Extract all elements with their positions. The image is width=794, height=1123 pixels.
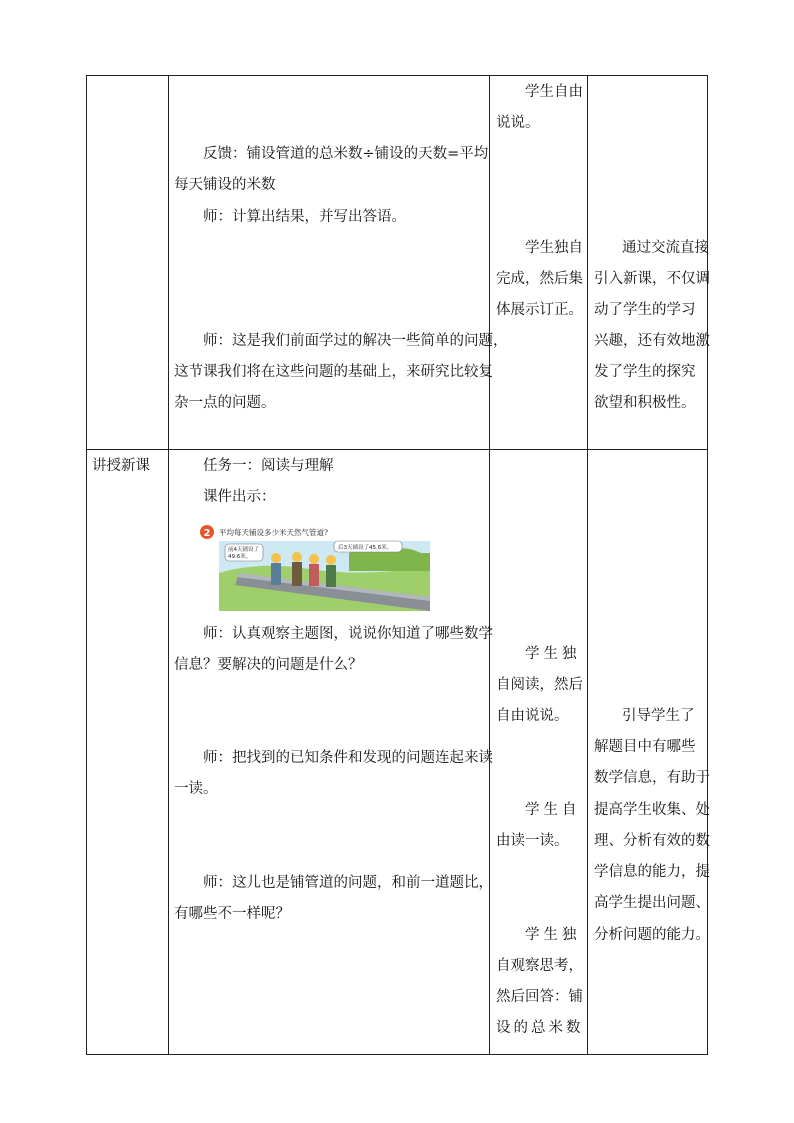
student-activity-cont: 自观察思考， [496, 958, 583, 974]
problem-number: 2 [203, 528, 211, 539]
design-intent-cont: 动了学生的学习 [594, 302, 696, 318]
teacher-question-cont: 一读。 [174, 781, 218, 797]
lesson-plan-table [86, 75, 708, 1055]
design-intent-cont: 发了学生的探究 [594, 364, 696, 380]
svg-text:后3天铺设了45.6米。: 后3天铺设了45.6米。 [338, 545, 393, 551]
teacher-instruction: 师：计算出结果，并写出答语。 [203, 209, 406, 225]
student-activity: 学生独 [525, 646, 581, 662]
design-intent-cont: 兴趣，还有效地激 [594, 333, 710, 349]
teacher-intro-text: 师：这是我们前面学过的解决一些简单的问题， [203, 333, 508, 349]
row-divider [86, 449, 708, 450]
design-intent-cont: 欲望和积极性。 [594, 395, 696, 411]
design-intent-cont: 数学信息，有助于 [594, 770, 710, 786]
svg-text:前4天铺设了: 前4天铺设了 [228, 547, 259, 553]
section-label: 讲授新课 [92, 458, 150, 474]
teacher-intro-text-3: 杂一点的问题。 [174, 395, 276, 411]
student-activity-cont: 完成，然后集 [496, 271, 583, 287]
column-divider-1 [168, 75, 169, 1055]
student-activity: 学生独自 [525, 240, 583, 256]
task-heading: 任务一：阅读与理解 [203, 458, 334, 474]
table-border-left [86, 75, 87, 1055]
design-intent-cont: 理、分析有效的数 [594, 833, 710, 849]
feedback-text-cont: 每天铺设的米数 [174, 177, 276, 193]
teacher-intro-text-2: 这节课我们将在这些问题的基础上，来研究比较复 [174, 364, 493, 380]
teacher-question: 师：把找到的已知条件和发现的问题连起来读 [203, 750, 493, 766]
design-intent-cont: 解题目中有哪些 [594, 739, 696, 755]
student-activity: 学生自由 [525, 84, 583, 100]
column-divider-3 [587, 75, 588, 1055]
student-activity: 学生独 [525, 927, 581, 943]
table-border-bottom [86, 1054, 708, 1055]
teacher-question-cont: 有哪些不一样呢？ [174, 906, 290, 922]
feedback-text: 反馈：铺设管道的总米数÷铺设的天数=平均 [203, 146, 489, 162]
design-intent-cont: 高学生提出问题、 [594, 895, 710, 911]
courseware-label: 课件出示： [203, 489, 276, 505]
teacher-question-cont: 信息？要解决的问题是什么？ [174, 657, 363, 673]
column-divider-2 [489, 75, 490, 1055]
student-activity-cont: 由读一读。 [496, 833, 569, 849]
design-intent-cont: 学信息的能力，提 [594, 864, 710, 880]
courseware-illustration [199, 523, 435, 613]
teacher-question: 师：这儿也是铺管道的问题，和前一道题比， [203, 875, 493, 891]
student-activity-cont: 体展示订正。 [496, 302, 583, 318]
design-intent: 通过交流直接 [622, 240, 709, 256]
illustration-question: 平均每天铺设多少米天然气管道? [219, 528, 329, 537]
student-activity-cont: 说说。 [496, 115, 540, 131]
student-activity-cont: 设的总米数 [496, 1020, 584, 1036]
student-activity-cont: 自由说说。 [496, 708, 569, 724]
design-intent: 引导学生了 [622, 708, 695, 724]
student-activity-cont: 然后回答：铺 [496, 989, 583, 1005]
student-activity: 学生自 [525, 802, 581, 818]
svg-text:49.6米。: 49.6米。 [228, 554, 252, 560]
design-intent-cont: 提高学生收集、处 [594, 802, 710, 818]
teacher-question: 师：认真观察主题图，说说你知道了哪些数学 [203, 626, 493, 642]
student-activity-cont: 自阅读，然后 [496, 677, 583, 693]
pipe-laying-scene [199, 523, 435, 613]
design-intent-cont: 分析问题的能力。 [594, 927, 710, 943]
table-border-top [86, 75, 708, 76]
design-intent-cont: 引入新课，不仅调 [594, 271, 710, 287]
